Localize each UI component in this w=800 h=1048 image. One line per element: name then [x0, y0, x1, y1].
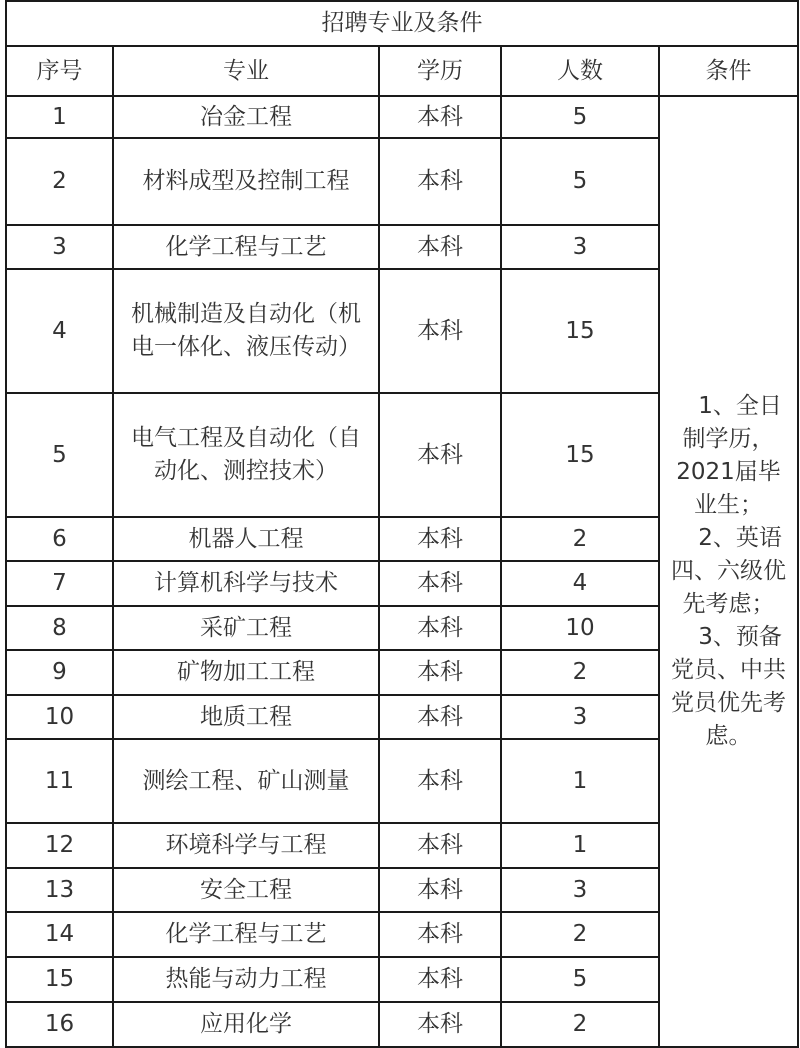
cell-count: 15: [501, 269, 659, 393]
cell-major: 环境科学与工程: [113, 823, 379, 868]
cell-major: 冶金工程: [113, 96, 379, 138]
cell-major: 安全工程: [113, 868, 379, 912]
cell-no: 9: [6, 650, 113, 695]
cell-count: 10: [501, 606, 659, 650]
cell-degree: 本科: [379, 517, 501, 561]
cell-count: 5: [501, 957, 659, 1002]
cell-degree: 本科: [379, 606, 501, 650]
cell-major: 电气工程及自动化（自动化、测控技术）: [113, 393, 379, 517]
cell-degree: 本科: [379, 561, 501, 606]
cell-count: 3: [501, 225, 659, 269]
cell-major: 测绘工程、矿山测量: [113, 739, 379, 823]
cell-count: 15: [501, 393, 659, 517]
cell-no: 14: [6, 912, 113, 957]
cell-degree: 本科: [379, 393, 501, 517]
cell-no: 13: [6, 868, 113, 912]
cell-count: 1: [501, 823, 659, 868]
cell-degree: 本科: [379, 269, 501, 393]
cell-major: 化学工程与工艺: [113, 912, 379, 957]
cell-no: 7: [6, 561, 113, 606]
cell-degree: 本科: [379, 96, 501, 138]
cell-no: 15: [6, 957, 113, 1002]
cell-count: 5: [501, 138, 659, 225]
cell-major: 机械制造及自动化（机电一体化、液压传动）: [113, 269, 379, 393]
cell-major: 采矿工程: [113, 606, 379, 650]
table-title: 招聘专业及条件: [6, 1, 798, 46]
recruitment-table: [5, 0, 799, 1048]
header-major: 专业: [113, 46, 379, 96]
cell-no: 8: [6, 606, 113, 650]
cell-major: 计算机科学与技术: [113, 561, 379, 606]
cell-count: 2: [501, 1002, 659, 1047]
cell-count: 3: [501, 695, 659, 739]
cell-degree: 本科: [379, 868, 501, 912]
header-count: 人数: [501, 46, 659, 96]
cell-no: 3: [6, 225, 113, 269]
cell-degree: 本科: [379, 1002, 501, 1047]
cell-degree: 本科: [379, 225, 501, 269]
cell-no: 6: [6, 517, 113, 561]
cell-major: 机器人工程: [113, 517, 379, 561]
cell-degree: 本科: [379, 650, 501, 695]
cell-degree: 本科: [379, 695, 501, 739]
cell-no: 2: [6, 138, 113, 225]
cell-count: 2: [501, 650, 659, 695]
cell-no: 1: [6, 96, 113, 138]
header-conditions: 条件: [659, 46, 798, 96]
cell-major: 地质工程: [113, 695, 379, 739]
cell-degree: 本科: [379, 739, 501, 823]
cell-major: 材料成型及控制工程: [113, 138, 379, 225]
cell-degree: 本科: [379, 823, 501, 868]
table-row: [6, 96, 798, 138]
cell-count: 3: [501, 868, 659, 912]
cell-major: 化学工程与工艺: [113, 225, 379, 269]
cell-count: 4: [501, 561, 659, 606]
cell-degree: 本科: [379, 138, 501, 225]
cell-no: 10: [6, 695, 113, 739]
header-degree: 学历: [379, 46, 501, 96]
cell-major: 矿物加工工程: [113, 650, 379, 695]
cell-no: 16: [6, 1002, 113, 1047]
cell-no: 12: [6, 823, 113, 868]
cell-count: 2: [501, 912, 659, 957]
cell-count: 5: [501, 96, 659, 138]
cell-count: 2: [501, 517, 659, 561]
cell-degree: 本科: [379, 912, 501, 957]
cell-major: 热能与动力工程: [113, 957, 379, 1002]
cell-count: 1: [501, 739, 659, 823]
cell-degree: 本科: [379, 957, 501, 1002]
cell-no: 5: [6, 393, 113, 517]
cell-major: 应用化学: [113, 1002, 379, 1047]
cell-no: 11: [6, 739, 113, 823]
conditions-cell: 1、全日制学历，2021届毕业生； 2、英语四、六级优先考虑； 3、预备党员、中共党员优先考虑。: [659, 96, 798, 1047]
header-no: 序号: [6, 46, 113, 96]
cell-no: 4: [6, 269, 113, 393]
